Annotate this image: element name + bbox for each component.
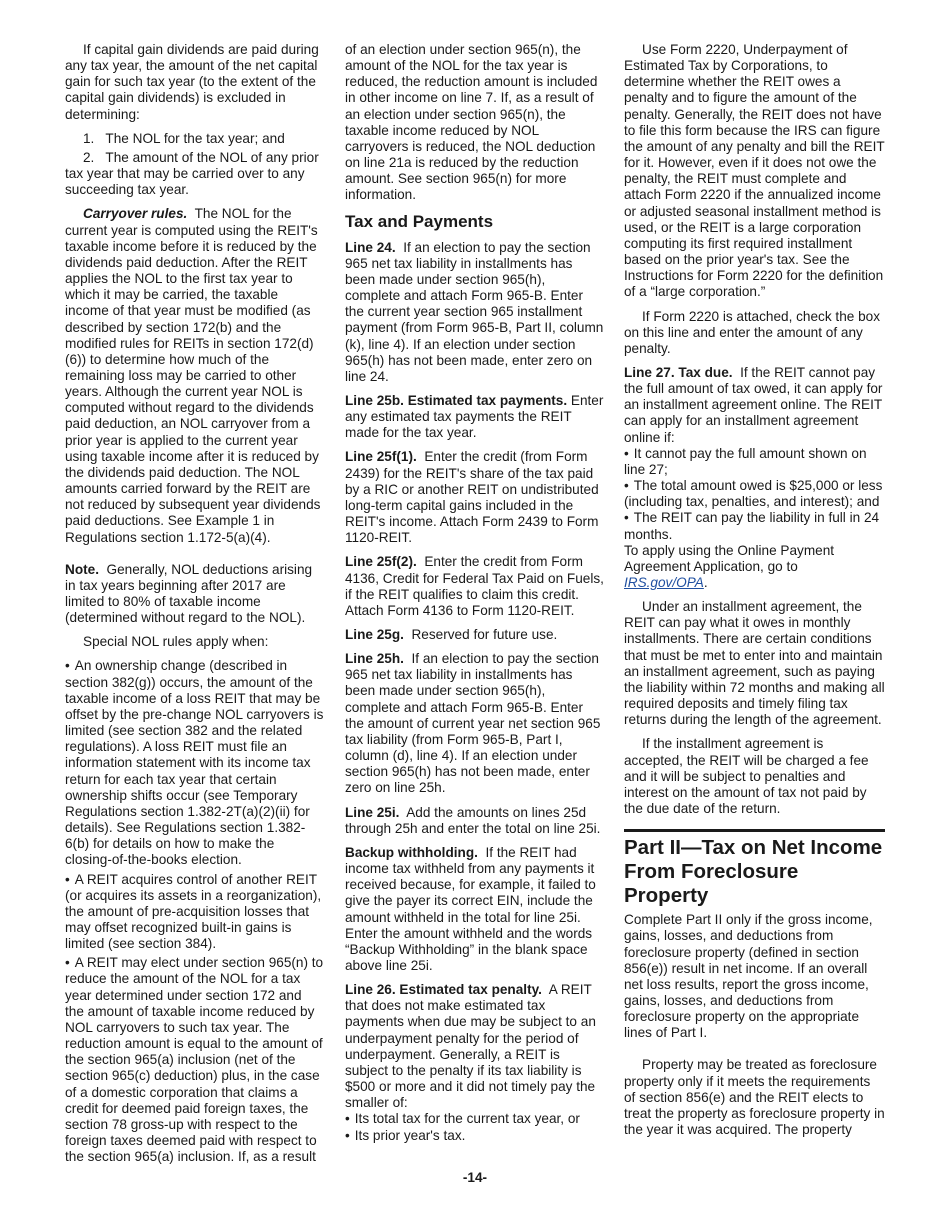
paragraph-text: The NOL for the current year is computed using the REIT's taxable income before it is reduced by the dividends paid deduction. After the REIT applies the NOL to the first tax year to which it may be carried, the taxable income of that year must be modified (as described by section 172(b) and the modified rules for REITs in section 172(d)(6)) to determine how much of the remaining loss may be carried to other years. Although the current year NOL is computed without regard to the dividends paid deduction, an NOL carryover from a prior year is applied to the current year using taxable income after it is reduced by the dividends paid deduction. The NOL amounts carried forward by the REIT are not reduced by subsequent year dividends paid deductions. See Example 1 in Regulations section 1.172-5(a)(4).	[65, 206, 321, 545]
line-item	[345, 805, 604, 837]
line-item	[345, 449, 604, 546]
paragraph: Special NOL rules apply when:	[83, 634, 269, 650]
run-in-heading: Line 26. Estimated tax penalty.	[345, 982, 542, 998]
paragraph: If capital gain dividends are paid during any tax year, the amount of the net capital gain for such tax year (to the extent of the capital gain dividends) is excluded in determining:	[65, 42, 319, 122]
list-item	[65, 150, 324, 198]
paragraph-text: If the REIT cannot pay the full amount of tax owed, it can apply for an installment agreement online. The REIT can apply for an installment agreement online if:	[624, 364, 883, 445]
column-2	[345, 42, 604, 1144]
irs-opa-link[interactable]: IRS.gov/OPA	[624, 575, 704, 590]
column-1	[65, 42, 324, 1168]
line-item	[345, 554, 604, 619]
run-in-heading: Backup withholding.	[345, 844, 478, 860]
paragraph-text: Reserved for future use.	[411, 627, 558, 642]
paragraph: If the installment agreement is accepted, the REIT will be charged a fee and it will be subject to penalties and interest on the amount of tax not paid by the due date of the return.	[624, 736, 869, 817]
bullet-item: • A REIT acquires control of another REIT (or acquires its assets in a reorganization), the amount of pre-acquisition losses that may offset recognized built-in gains is limited (see section 384).	[65, 872, 324, 953]
paragraph: Complete Part II only if the gross income, gains, losses, and deductions from foreclosure property (defined in section 856(e)) result in net income. If an overall net loss results, report the gross income, gains, losses, and deductions from foreclosure property on the appropriate lines of Part I.	[624, 912, 873, 1041]
paragraph-text: Add the amounts on lines 25d through 25h and enter the total on line 25i.	[345, 804, 601, 836]
list-item: 1. The NOL for the tax year; and	[83, 130, 285, 146]
paragraph-text: A REIT that does not make estimated tax payments when due may be subject to an underpayment penalty for the period of underpayment. Generally, a REIT is subject to the penalty if its tax liability is $500 or more and it did not timely pay the smaller of:	[345, 982, 596, 1111]
run-in-heading: Line 25f(2).	[345, 554, 417, 570]
paragraph-text: If the REIT had income tax withheld from any payments it received because, for example, it failed to give the payer its correct EIN, include the amount withheld in the total for line 25i. Enter the amount withheld and the words “Backup Withholding” in the blank space above line 25i.	[345, 844, 596, 973]
carryover-paragraph	[65, 206, 324, 545]
run-in-heading: Line 25h.	[345, 651, 404, 667]
note-paragraph	[65, 562, 324, 627]
run-in-heading: Line 27. Tax due.	[624, 364, 733, 380]
bullet-item: • The total amount owed is $25,000 or less (including tax, penalties, and interest); and	[624, 478, 885, 510]
paragraph: Under an installment agreement, the REIT can pay what it owes in monthly installments. There are certain conditions that must be met to enter into and maintain an installment agreement, such as paying the liability within 72 months and making all required deposits and timely filing tax returns during the length of the agreement.	[624, 599, 885, 728]
line-item	[345, 651, 604, 796]
bullet-item: • Its total tax for the current tax year, or	[345, 1111, 604, 1127]
part-heading: Part II—Tax on Net Income From Foreclosure Property	[624, 836, 883, 908]
paragraph: To apply using the Online Payment Agreement Application, go to IRS.gov/OPA.	[624, 542, 835, 590]
line-item	[345, 240, 604, 385]
paragraph-text: Enter the credit (from Form 2439) for the REIT's share of the tax paid by a RIC or another REIT on undistributed long-term capital gains included in the REIT's income. Attach Form 2439 to Form 1120-REIT.	[345, 449, 599, 546]
run-in-heading: Line 25f(1).	[345, 449, 417, 465]
line-item	[624, 365, 885, 446]
paragraph-text: If an election to pay the section 965 net tax liability in installments has been made under section 965(h), complete and attach Form 965-B. Enter the amount of current year net section 965 tax liability (from Form 965-B, Part I, column (d), line 4). If an election under section 965(h) has not been made, enter zero on line 25h.	[345, 651, 601, 796]
paragraph: Property may be treated as foreclosure property only if it meets the requirements of section 856(e) and the REIT elects to treat the property as foreclosure property in the year it was acquired. The property	[624, 1057, 885, 1138]
paragraph-text: Enter the credit from Form 4136, Credit for Federal Tax Paid on Fuels, if the REIT qualifies to claim this credit. Attach Form 4136 to Form 1120-REIT.	[345, 554, 604, 618]
bullet-item: • A REIT may elect under section 965(n) to reduce the amount of the NOL for a tax year determined under section 172 and the amount of taxable income reduced by NOL carryovers to such tax year. The reduction amount is equal to the amount of the section 965(a) inclusion (net of the section 965(c) deduction) plus, in the case of a domestic corporation that claims a credit for deemed paid foreign taxes, the section 78 gross-up with respect to the foreign taxes deemed paid with respect to the section 965(a) inclusion. If, as a result	[65, 955, 324, 1165]
run-in-heading: Line 25i.	[345, 804, 400, 820]
paragraph: If Form 2220 is attached, check the box on this line and enter the amount of any penalty.	[624, 308, 881, 356]
run-in-heading: Line 25g.	[345, 627, 404, 642]
section-heading: Tax and Payments	[345, 211, 494, 231]
page-number: -14-	[462, 1170, 488, 1185]
paragraph-text: Generally, NOL deductions arising in tax years beginning after 2017 are limited to 80% of taxable income (determined without regard to the NOL).	[65, 561, 313, 626]
run-in-heading: Line 25b. Estimated tax payments.	[345, 392, 568, 408]
paragraph: Use Form 2220, Underpayment of Estimated Tax by Corporations, to determine whether the REIT owes a penalty and to figure the amount of the penalty. Generally, the REIT does not have to file this form because the IRS can figure the amount of any penalty and bill the REIT for it. However, even if it does not owe the penalty, the REIT must complete and attach Form 2220 if the annualized income or adjusted seasonal installment method is used, or the REIT is a large corporation computing its first required installment based on the prior year's tax. See the Instructions for Form 2220 for the definition of a “large corporation.”	[624, 42, 885, 300]
line-item	[345, 982, 604, 1111]
paragraph: of an election under section 965(n), the amount of the NOL for the tax year is reduced, the reduction amount is included in other income on line 7. If, as a result of an election under section 965(n), the taxable income reduced by NOL carryovers is reduced, the NOL deduction on line 21a is reduced by the reduction amount. See section 965(n) for more information.	[345, 42, 598, 203]
line-item	[345, 845, 604, 974]
bullet-item: • The REIT can pay the liability in full in 24 months.	[624, 510, 885, 542]
paragraph-text: If an election to pay the section 965 net tax liability in installments has been made under section 965(h), complete and attach Form 965-B. Enter the current year section 965 installment payment (from Form 965-B, Part II, column (k), line 4). If an election under section 965(h) has not been made, enter zero on line 24.	[345, 239, 604, 384]
paragraph-text: Enter any estimated tax payments the REIT made for the tax year.	[345, 392, 604, 441]
bullet-item: • It cannot pay the full amount shown on line 27;	[624, 446, 885, 478]
run-in-heading: Carryover rules.	[83, 206, 188, 222]
part-divider	[624, 829, 885, 908]
line-item	[345, 393, 604, 441]
paragraph-text: To apply using the Online Payment Agreement Application, go to	[624, 542, 835, 574]
line-item	[345, 627, 604, 643]
list-item-text: 2. The amount of the NOL of any prior tax year that may be carried over to any succeeding tax year.	[65, 149, 319, 198]
column-3	[624, 42, 885, 1146]
run-in-heading: Note.	[65, 561, 99, 577]
bullet-item: • Its prior year's tax.	[345, 1128, 604, 1144]
bullet-item: • An ownership change (described in section 382(g)) occurs, the amount of the taxable income of a loss REIT that may be offset by the pre-change NOL carryovers is limited (see section 382 and the related regulations). A loss REIT must file an information statement with its income tax return for each tax year that certain ownership shifts occur (see Temporary Regulations section 1.382-2T(a)(2)(ii) for details). See Regulations section 1.382-6(b) for details on how to make the closing-of-the-books election.	[65, 658, 324, 868]
run-in-heading: Line 24.	[345, 239, 396, 255]
